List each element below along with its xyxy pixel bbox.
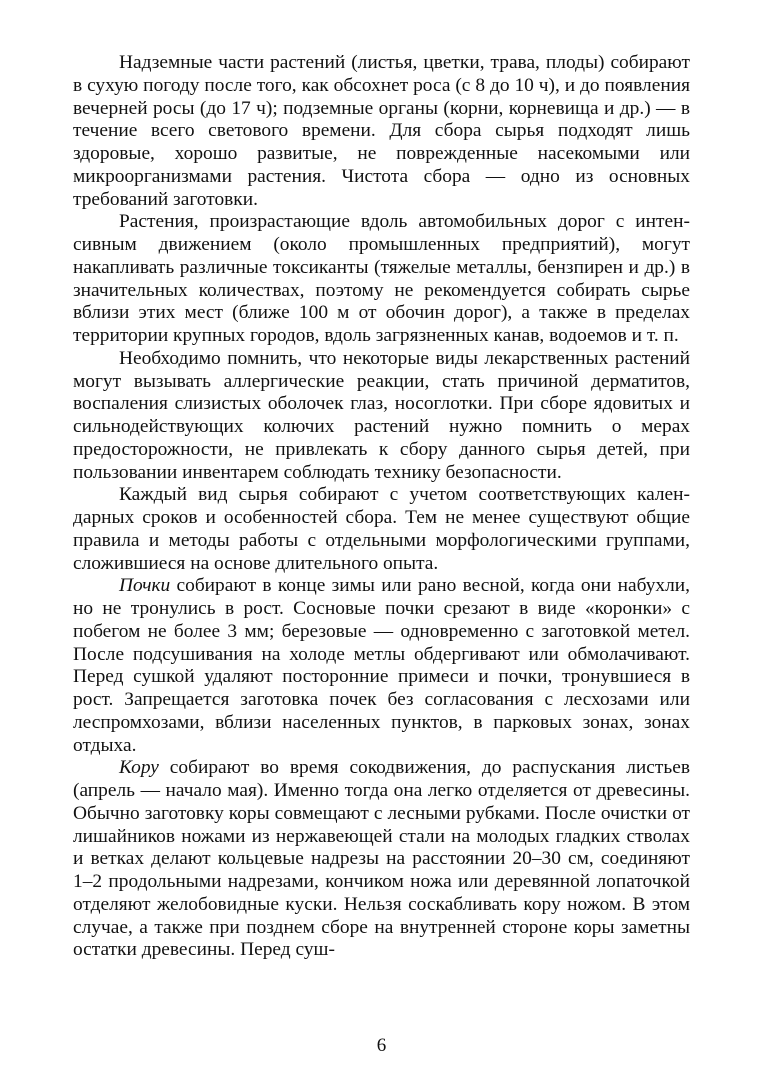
paragraph-text: Надземные части растений (листья, цветки, трава, плоды) собирают в сухую погоду после того, как обсохнет роса (с 8 до 10 ч), и до появления вечерней росы (до 17 ч); подземные органы (корни, корневища и др.) — в течение всего светового времени. Для сбора сырья подходят лишь здоровые, хорошо развитые, не поврежденные насекомыми или микроорганизмами растения. Чистота сбора — одно из основных требований заготовки. <box>73 52 690 210</box>
paragraph-roadside-plants <box>73 211 690 348</box>
paragraph-lead-term: Кору <box>119 757 159 779</box>
paragraph-text: собирают во время сокодвижения, до распускания листьев (апрель — начало мая). Именно тогда она легко отделяется от древесины. Обычно заготовку коры совмещают с лесными рубками. После очистки от лишайников ножами из нержавеющей стали на молодых гладких стволах и ветках делают кольцевые надрезы на расстоянии 20–30 см, соединяют 1–2 продольными надрезами, кончиком ножа или деревянной лопаточкой отделяют желобовидные куски. Нельзя соскабливать кору ножом. В этом случае, а также при позднем сборе на внутренней стороне коры заметны остатки древесины. Перед суш- <box>73 757 690 961</box>
paragraph-text: Каждый вид сырья собирают с учетом соответствующих календарных сроков и особенностей сбора. Тем не менее существуют общие правила и методы работы с отдельными морфологическими группами, сложившиеся на основе длительного опыта. <box>73 484 690 574</box>
paragraph-allergy-warning <box>73 348 690 485</box>
page-body <box>73 52 690 962</box>
paragraph-aerial-parts <box>73 52 690 211</box>
paragraph-calendar-terms <box>73 484 690 575</box>
paragraph-text: собирают в конце зимы или рано весной, когда они набухли, но не тронулись в рост. Сосновые почки срезают в виде «коронки» с побегом не более 3 мм; березовые — одновременно с заготовкой метел. После подсушивания на холоде метлы обдергивают или обмолачивают. Перед сушкой удаляют посторонние примеси и почки, тронувшиеся в рост. Запрещается заготовка почек без согласования с лесхозами или леспромхозами, вблизи населенных пунктов, в парковых зонах, зонах отдыха. <box>73 575 690 756</box>
paragraph-lead-term: Почки <box>119 575 171 597</box>
paragraph-bark <box>73 757 690 962</box>
paragraph-text: Растения, произрастающие вдоль автомобильных дорог с интенсивным движением (около промышленных предприятий), могут накапливать различные токсиканты (тяжелые металлы, бензпирен и др.) в значительных количествах, поэтому не рекомендуется собирать сырье вблизи этих мест (ближе 100 м от обочин дорог), а также в пределах территории крупных городов, вдоль загрязненных канав, водоемов и т. п. <box>73 211 690 346</box>
page-number: 6 <box>376 1035 387 1056</box>
paragraph-text: Необходимо помнить, что некоторые виды лекарственных растений могут вызывать аллергические реакции, стать причиной дерматитов, воспаления слизистых оболочек глаз, носоглотки. При сборе ядовитых и сильнодействующих колючих растений нужно помнить о мерах предосторожности, не привлекать к сбору данного сырья детей, при пользовании инвентарем соблюдать технику безопасности. <box>73 347 690 483</box>
paragraph-buds <box>73 575 690 757</box>
